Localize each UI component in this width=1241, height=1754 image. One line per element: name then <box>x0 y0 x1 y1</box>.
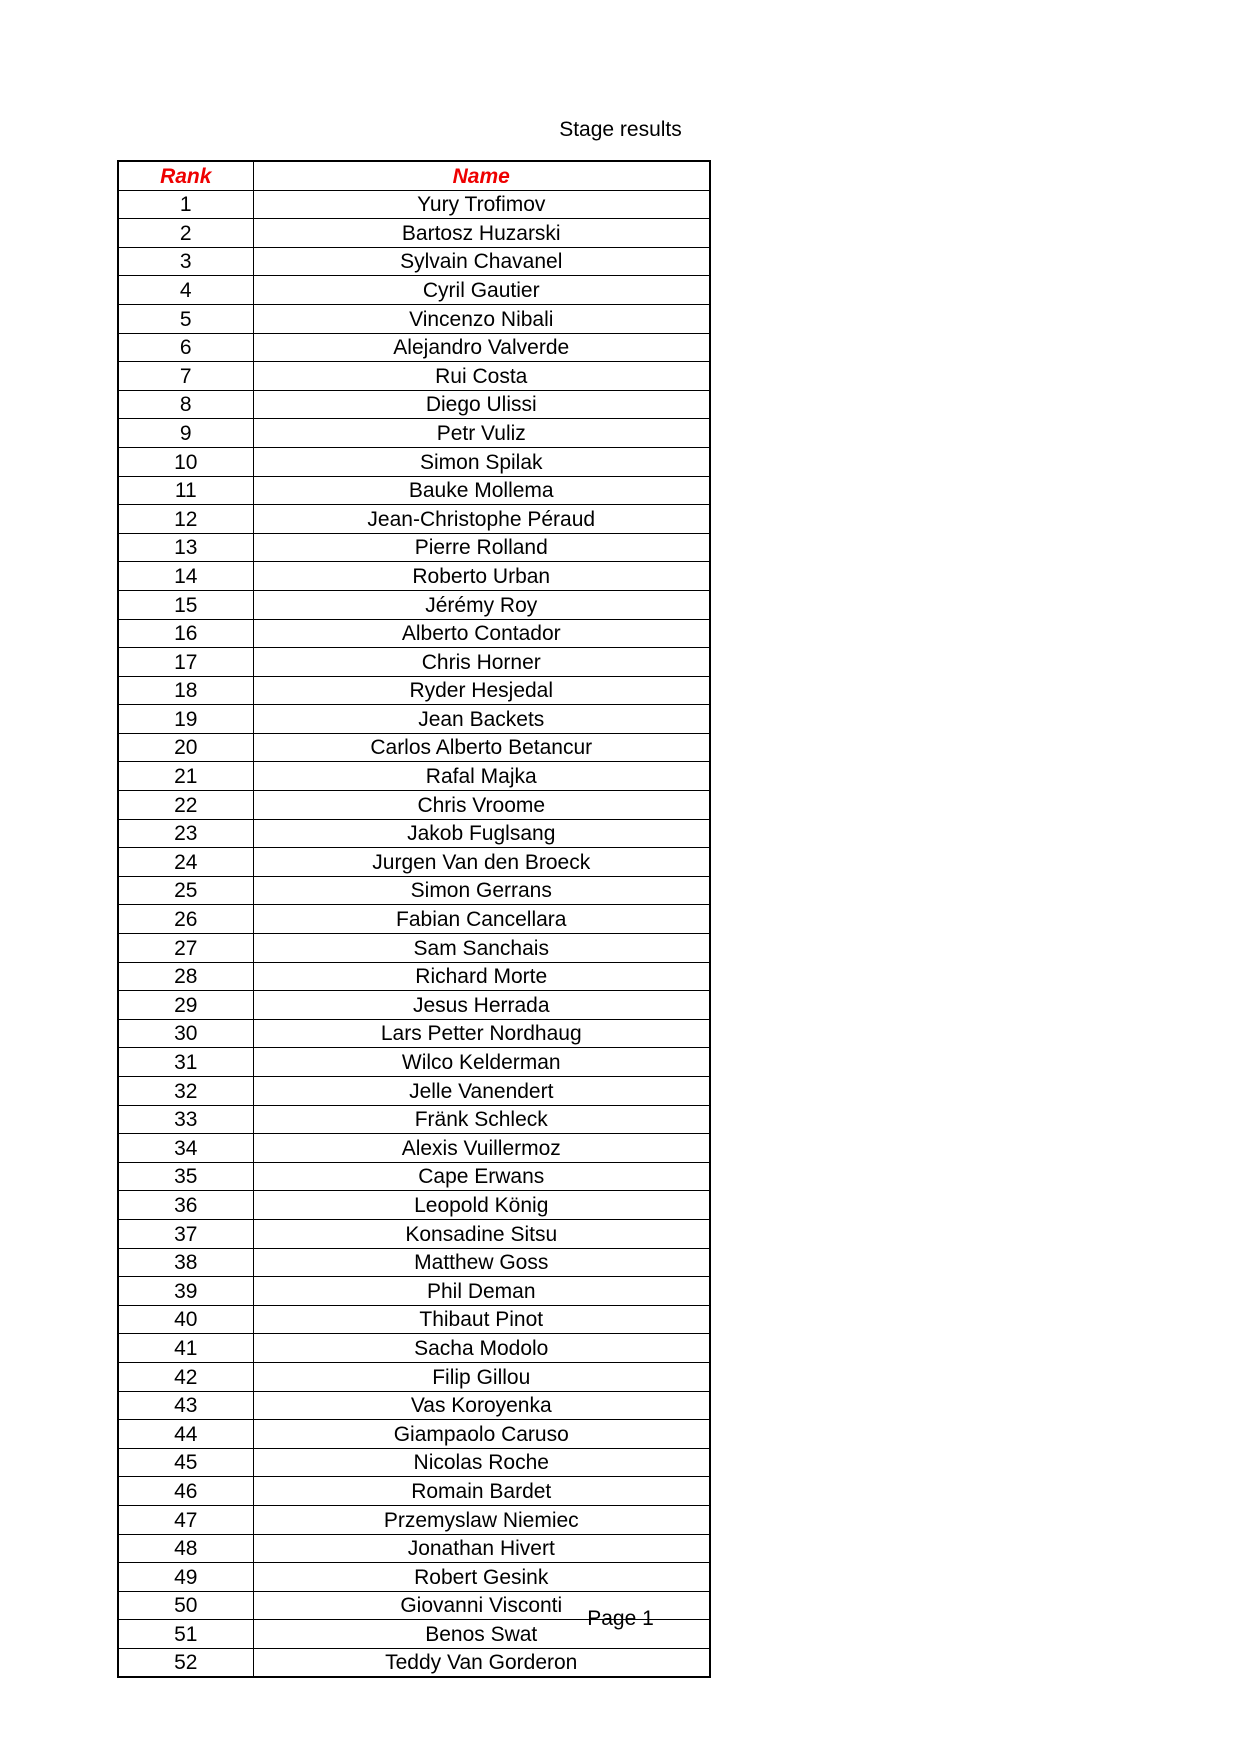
rank-cell: 25 <box>118 876 253 905</box>
table-row <box>118 676 710 705</box>
rank-cell: 44 <box>118 1420 253 1449</box>
table-row <box>118 1248 710 1277</box>
name-cell: Jonathan Hivert <box>253 1534 710 1563</box>
name-cell: Jelle Vanendert <box>253 1077 710 1106</box>
rank-cell: 42 <box>118 1362 253 1391</box>
rank-cell: 8 <box>118 390 253 419</box>
rank-cell: 48 <box>118 1534 253 1563</box>
table-row <box>118 276 710 305</box>
table-row <box>118 1019 710 1048</box>
rank-cell: 19 <box>118 705 253 734</box>
rank-cell: 13 <box>118 533 253 562</box>
name-cell: Lars Petter Nordhaug <box>253 1019 710 1048</box>
rank-cell: 17 <box>118 648 253 677</box>
rank-cell: 32 <box>118 1077 253 1106</box>
name-cell: Fränk Schleck <box>253 1105 710 1134</box>
name-cell: Cyril Gautier <box>253 276 710 305</box>
rank-cell: 41 <box>118 1334 253 1363</box>
name-cell: Roberto Urban <box>253 562 710 591</box>
table-row <box>118 934 710 963</box>
rank-cell: 5 <box>118 304 253 333</box>
table-row <box>118 219 710 248</box>
name-cell: Bartosz Huzarski <box>253 219 710 248</box>
name-cell: Jesus Herrada <box>253 991 710 1020</box>
name-cell: Giovanni Visconti <box>253 1591 710 1620</box>
table-row <box>118 1305 710 1334</box>
name-cell: Bauke Mollema <box>253 476 710 505</box>
name-cell: Jérémy Roy <box>253 590 710 619</box>
name-cell: Teddy Van Gorderon <box>253 1648 710 1677</box>
rank-cell: 31 <box>118 1048 253 1077</box>
rank-cell: 34 <box>118 1134 253 1163</box>
rank-cell: 43 <box>118 1391 253 1420</box>
table-row <box>118 505 710 534</box>
rank-cell: 22 <box>118 791 253 820</box>
table-row <box>118 1477 710 1506</box>
name-cell: Leopold König <box>253 1191 710 1220</box>
name-cell: Sam Sanchais <box>253 934 710 963</box>
table-row <box>118 991 710 1020</box>
rank-cell: 45 <box>118 1448 253 1477</box>
name-cell: Alejandro Valverde <box>253 333 710 362</box>
name-cell: Simon Spilak <box>253 447 710 476</box>
table-row <box>118 1563 710 1592</box>
name-cell: Chris Vroome <box>253 791 710 820</box>
results-table-body <box>118 190 710 1677</box>
name-cell: Chris Horner <box>253 648 710 677</box>
name-cell: Przemyslaw Niemiec <box>253 1505 710 1534</box>
rank-cell: 51 <box>118 1620 253 1649</box>
table-header-row <box>118 161 710 190</box>
table-row <box>118 304 710 333</box>
table-row <box>118 876 710 905</box>
table-row <box>118 390 710 419</box>
rank-cell: 46 <box>118 1477 253 1506</box>
rank-cell: 16 <box>118 619 253 648</box>
rank-cell: 3 <box>118 247 253 276</box>
rank-cell: 37 <box>118 1219 253 1248</box>
rank-cell: 39 <box>118 1277 253 1306</box>
rank-cell: 49 <box>118 1563 253 1592</box>
table-row <box>118 733 710 762</box>
rank-cell: 1 <box>118 190 253 219</box>
table-row <box>118 705 710 734</box>
rank-cell: 10 <box>118 447 253 476</box>
rank-cell: 12 <box>118 505 253 534</box>
rank-cell: 24 <box>118 848 253 877</box>
table-row <box>118 447 710 476</box>
rank-cell: 4 <box>118 276 253 305</box>
name-cell: Jean Backets <box>253 705 710 734</box>
table-row <box>118 333 710 362</box>
rank-cell: 30 <box>118 1019 253 1048</box>
name-cell: Petr Vuliz <box>253 419 710 448</box>
table-row <box>118 1191 710 1220</box>
table-row <box>118 791 710 820</box>
rank-cell: 33 <box>118 1105 253 1134</box>
name-cell: Richard Morte <box>253 962 710 991</box>
name-cell: Vas Koroyenka <box>253 1391 710 1420</box>
name-cell: Diego Ulissi <box>253 390 710 419</box>
name-cell: Benos Swat <box>253 1620 710 1649</box>
table-row <box>118 1505 710 1534</box>
page-number: Page 1 <box>587 1607 654 1630</box>
name-cell: Alexis Vuillermoz <box>253 1134 710 1163</box>
page-title: Stage results <box>559 118 682 141</box>
table-row <box>118 190 710 219</box>
rank-cell: 47 <box>118 1505 253 1534</box>
name-cell: Rafal Majka <box>253 762 710 791</box>
table-row <box>118 1448 710 1477</box>
name-cell: Jurgen Van den Broeck <box>253 848 710 877</box>
name-cell: Giampaolo Caruso <box>253 1420 710 1449</box>
rank-cell: 29 <box>118 991 253 1020</box>
name-cell: Alberto Contador <box>253 619 710 648</box>
table-row <box>118 648 710 677</box>
rank-cell: 27 <box>118 934 253 963</box>
table-row <box>118 1077 710 1106</box>
table-row <box>118 905 710 934</box>
table-row <box>118 1362 710 1391</box>
rank-column-header: Rank <box>118 161 253 190</box>
table-row <box>118 819 710 848</box>
rank-cell: 21 <box>118 762 253 791</box>
table-row <box>118 1105 710 1134</box>
name-cell: Phil Deman <box>253 1277 710 1306</box>
name-cell: Wilco Kelderman <box>253 1048 710 1077</box>
name-cell: Rui Costa <box>253 362 710 391</box>
table-row <box>118 1534 710 1563</box>
name-cell: Ryder Hesjedal <box>253 676 710 705</box>
rank-cell: 35 <box>118 1162 253 1191</box>
name-cell: Konsadine Sitsu <box>253 1219 710 1248</box>
rank-cell: 28 <box>118 962 253 991</box>
name-cell: Jakob Fuglsang <box>253 819 710 848</box>
table-row <box>118 1134 710 1163</box>
name-cell: Yury Trofimov <box>253 190 710 219</box>
table-row <box>118 476 710 505</box>
table-row <box>118 419 710 448</box>
rank-cell: 18 <box>118 676 253 705</box>
rank-cell: 38 <box>118 1248 253 1277</box>
rank-cell: 26 <box>118 905 253 934</box>
rank-cell: 7 <box>118 362 253 391</box>
rank-cell: 36 <box>118 1191 253 1220</box>
table-row <box>118 1334 710 1363</box>
table-row <box>118 533 710 562</box>
name-cell: Jean-Christophe Péraud <box>253 505 710 534</box>
name-cell: Filip Gillou <box>253 1362 710 1391</box>
table-row <box>118 1420 710 1449</box>
table-row <box>118 619 710 648</box>
rank-cell: 11 <box>118 476 253 505</box>
name-cell: Simon Gerrans <box>253 876 710 905</box>
name-cell: Matthew Goss <box>253 1248 710 1277</box>
name-column-header: Name <box>253 161 710 190</box>
rank-cell: 20 <box>118 733 253 762</box>
rank-cell: 23 <box>118 819 253 848</box>
table-row <box>118 848 710 877</box>
table-row <box>118 590 710 619</box>
table-row <box>118 762 710 791</box>
table-row <box>118 1048 710 1077</box>
table-row <box>118 1219 710 1248</box>
rank-cell: 50 <box>118 1591 253 1620</box>
name-cell: Cape Erwans <box>253 1162 710 1191</box>
table-row <box>118 247 710 276</box>
table-row <box>118 362 710 391</box>
rank-cell: 9 <box>118 419 253 448</box>
rank-cell: 14 <box>118 562 253 591</box>
name-cell: Robert Gesink <box>253 1563 710 1592</box>
rank-cell: 2 <box>118 219 253 248</box>
name-cell: Thibaut Pinot <box>253 1305 710 1334</box>
table-row <box>118 1277 710 1306</box>
name-cell: Vincenzo Nibali <box>253 304 710 333</box>
rank-cell: 52 <box>118 1648 253 1677</box>
table-row <box>118 1162 710 1191</box>
name-cell: Sacha Modolo <box>253 1334 710 1363</box>
table-row <box>118 562 710 591</box>
name-cell: Pierre Rolland <box>253 533 710 562</box>
name-cell: Nicolas Roche <box>253 1448 710 1477</box>
name-cell: Romain Bardet <box>253 1477 710 1506</box>
results-table <box>117 160 711 1678</box>
rank-cell: 40 <box>118 1305 253 1334</box>
name-cell: Sylvain Chavanel <box>253 247 710 276</box>
table-row <box>118 1391 710 1420</box>
table-row <box>118 1648 710 1677</box>
rank-cell: 15 <box>118 590 253 619</box>
table-row <box>118 962 710 991</box>
name-cell: Carlos Alberto Betancur <box>253 733 710 762</box>
name-cell: Fabian Cancellara <box>253 905 710 934</box>
rank-cell: 6 <box>118 333 253 362</box>
